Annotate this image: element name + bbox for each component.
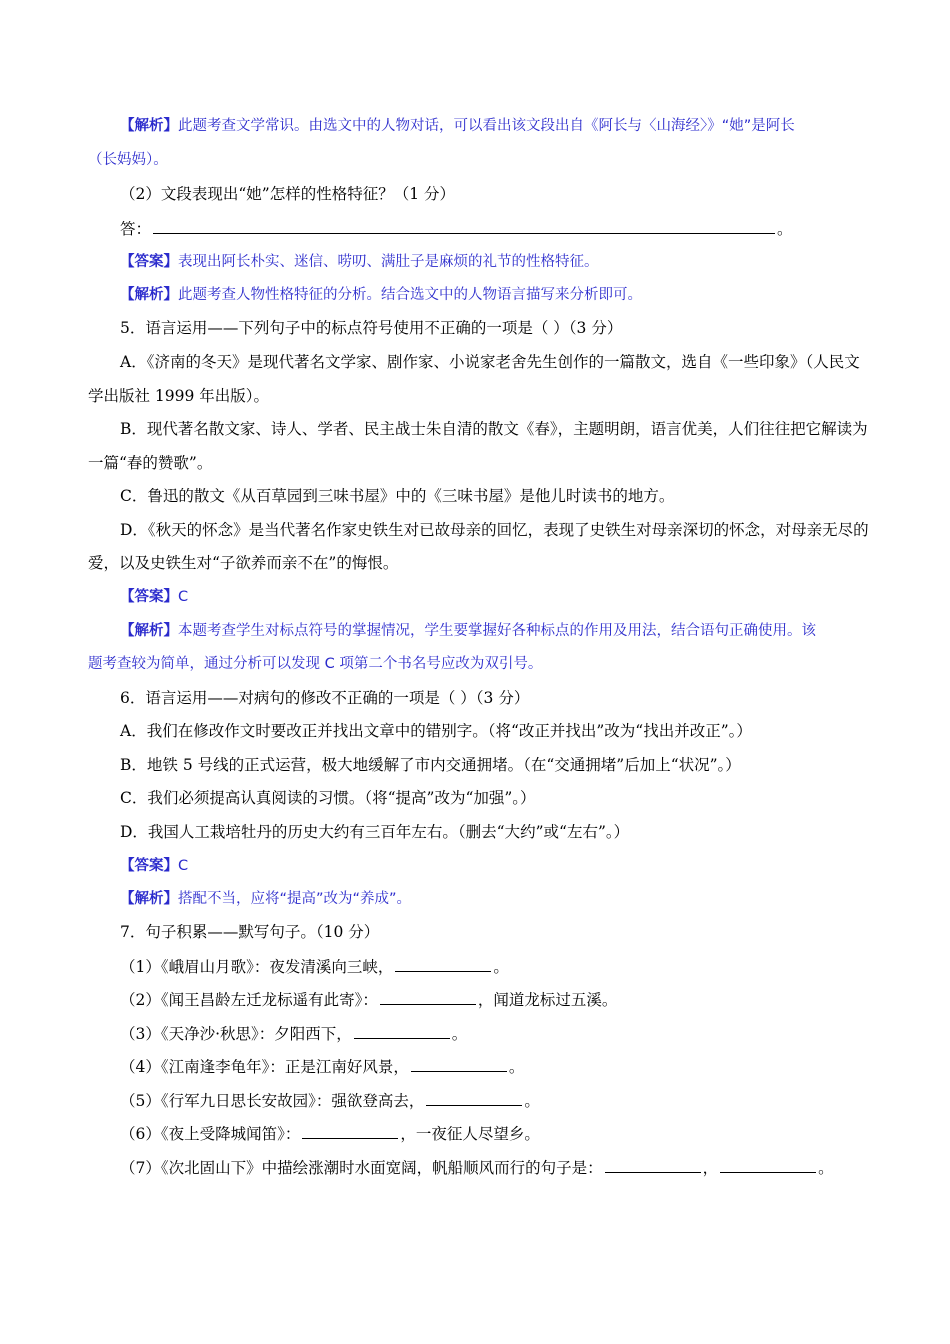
analysis-text: 本题考查学生对标点符号的掌握情况，学生要掌握好各种标点的作用及用法，结合语句正确使用。该 (178, 623, 816, 639)
analysis-tag: 【解析】 (120, 287, 178, 303)
q7-sentence-2 (120, 989, 910, 1010)
fill-blank[interactable] (380, 989, 476, 1005)
q5-analysis (120, 621, 910, 641)
analysis-tag: 【解析】 (120, 623, 178, 639)
sentence-text: （1）《峨眉山月歌》：夜发清溪向三峡， (120, 958, 394, 976)
sentence-text: （4）《江南逢李龟年》：正是江南好风景， (120, 1058, 409, 1076)
answer-blank[interactable] (153, 218, 775, 234)
sentence-text: （3）《天净沙·秋思》：夕阳西下， (120, 1025, 352, 1043)
q7-sentence-4 (120, 1056, 910, 1077)
q6-option-c: C．我们必须提高认真阅读的习惯。（将“提高”改为“加强”。） (120, 789, 536, 807)
sentence-end: 。 (493, 958, 509, 976)
q6-question: 6．语言运用——对病句的修改不正确的一项是（ ）（3 分） (120, 689, 530, 707)
sentence-text: （7）《次北固山下》中描绘涨潮时水面宽阔，帆船顺风而行的句子是： (120, 1159, 603, 1177)
fill-blank[interactable] (605, 1157, 701, 1173)
q5-analysis-cont: 题考查较为简单，通过分析可以发现 C 项第二个书名号应改为双引号。 (88, 656, 543, 672)
answer-text: 表现出阿长朴实、迷信、唠叨、满肚子是麻烦的礼节的性格特征。 (178, 254, 599, 270)
sentence-end: 。 (818, 1159, 834, 1177)
q5-option-c: C．鲁迅的散文《从百草园到三味书屋》中的《三味书屋》是他儿时读书的地方。 (120, 487, 675, 505)
analysis-text: 搭配不当，应将“提高”改为“养成”。 (178, 891, 412, 907)
q5-option-b-cont: 一篇“春的赞歌”。 (88, 454, 213, 472)
q4-analysis-2 (120, 285, 910, 305)
analysis-text: 此题考查文学常识。由选文中的人物对话，可以看出该文段出自《阿长与〈山海经〉》“她”是阿长 (178, 118, 795, 134)
answer-tag: 【答案】 (120, 589, 178, 605)
q5-option-a: A．《济南的冬天》是现代著名文学家、剧作家、小说家老舍先生创作的一篇散文，选自《一些印象》（人民文 (120, 353, 860, 371)
q4-answer-line (120, 218, 910, 239)
fill-blank[interactable] (720, 1157, 816, 1173)
q4-answer-2 (120, 252, 910, 272)
q6-answer (120, 856, 910, 876)
answer-tag: 【答案】 (120, 254, 178, 270)
sentence-end: 。 (451, 1025, 468, 1043)
q7-question: 7．句子积累——默写句子。（10 分） (120, 923, 380, 941)
sentence-text: （6）《夜上受降城闻笛》： (120, 1125, 301, 1143)
sentence-end: ，闻道龙标过五溪。 (477, 991, 618, 1009)
q7-sentence-3 (120, 1023, 910, 1044)
q5-option-a-cont: 学出版社 1999 年出版）。 (88, 387, 270, 405)
analysis-tag: 【解析】 (120, 891, 178, 907)
q5-answer (120, 587, 910, 607)
answer-value: C (178, 858, 189, 874)
q6-option-d: D．我国人工栽培牡丹的历史大约有三百年左右。（删去“大约”或“左右”。） (120, 823, 630, 841)
sentence-end: ，一夜征人尽望乡。 (400, 1125, 540, 1143)
answer-tag: 【答案】 (120, 858, 178, 874)
analysis-text: 此题考查人物性格特征的分析。结合选文中的人物语言描写来分析即可。 (178, 287, 642, 303)
q7-sentence-1 (120, 956, 910, 977)
q7-sentence-5 (120, 1090, 910, 1111)
fill-blank[interactable] (395, 956, 491, 972)
q4-analysis-1 (120, 116, 910, 136)
sentence-text: （2）《闻王昌龄左迁龙标遥有此寄》： (120, 991, 378, 1009)
q4-sub2-question: （2）文段表现出“她”怎样的性格特征？（1 分） (120, 185, 455, 203)
sentence-text: （5）《行军九日思长安故园》：强欲登高去， (120, 1092, 425, 1110)
fill-blank[interactable] (354, 1023, 450, 1039)
q5-option-d-cont: 爱，以及史铁生对“子欲养而亲不在”的悔恨。 (88, 554, 399, 572)
sentence-sep: ， (702, 1159, 719, 1177)
answer-end: 。 (777, 220, 793, 238)
answer-value: C (178, 589, 189, 605)
q6-option-b: B．地铁 5 号线的正式运营，极大地缓解了市内交通拥堵。（在“交通拥堵”后加上“状况”。） (120, 756, 741, 774)
fill-blank[interactable] (426, 1090, 522, 1106)
q6-analysis (120, 889, 910, 909)
analysis-tag: 【解析】 (120, 118, 178, 134)
q7-sentence-6 (120, 1123, 910, 1144)
q4-analysis-1-cont: （长妈妈）。 (88, 152, 168, 168)
q6-option-a: A．我们在修改作文时要改正并找出文章中的错别字。（将“改正并找出”改为“找出并改正”。） (120, 722, 752, 740)
fill-blank[interactable] (302, 1123, 398, 1139)
answer-label: 答： (120, 220, 152, 238)
q5-option-d: D．《秋天的怀念》是当代著名作家史铁生对已故母亲的回忆，表现了史铁生对母亲深切的怀念，对母亲无尽的 (120, 521, 869, 539)
q5-question: 5．语言运用——下列句子中的标点符号使用不正确的一项是（ ）（3 分） (120, 319, 623, 337)
q7-sentence-7 (120, 1157, 910, 1178)
sentence-end: 。 (508, 1058, 525, 1076)
q5-option-b: B．现代著名散文家、诗人、学者、民主战士朱自清的散文《春》，主题明朗，语言优美，人们往往把它解读为 (120, 420, 868, 438)
fill-blank[interactable] (411, 1056, 507, 1072)
sentence-end: 。 (524, 1092, 540, 1110)
